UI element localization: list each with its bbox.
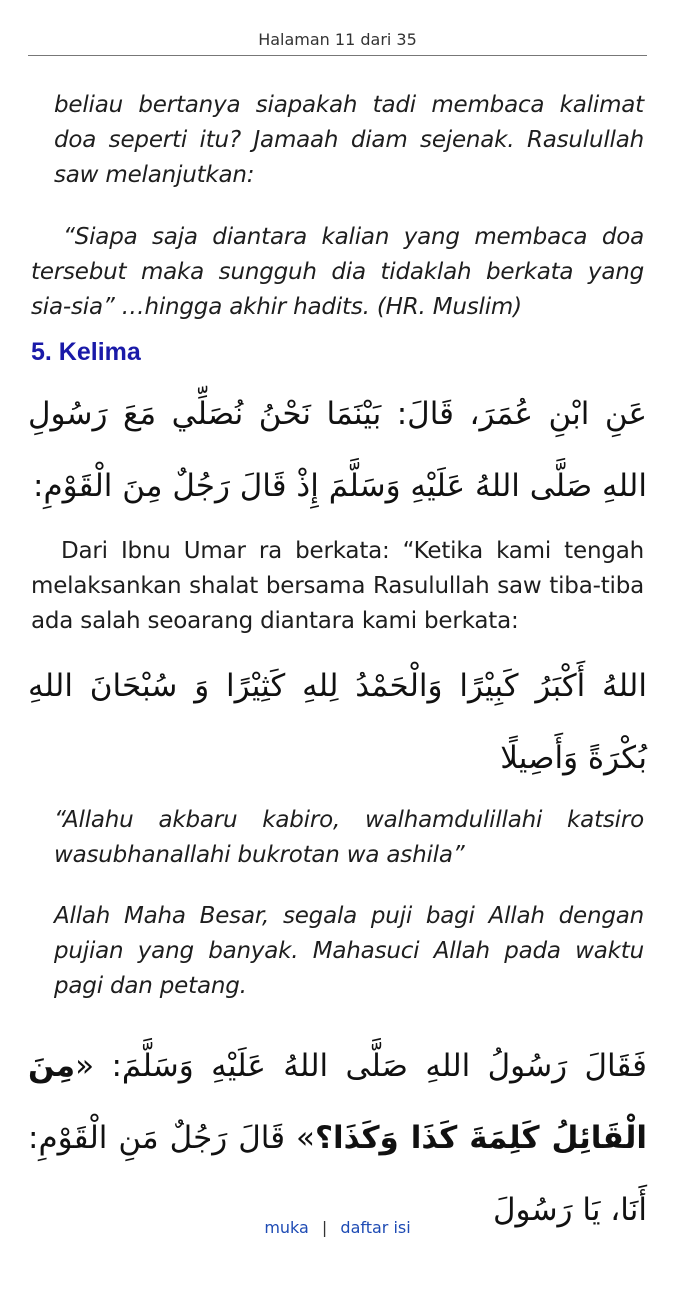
paragraph-hadith-quote: “Siapa saja diantara kalian yang membaca doa tersebut maka sungguh dia tidaklah berkata yang sia-sia” …hingga akhir hadits. (HR. Muslim) [31,224,644,320]
arabic-response-bold: مِنَ الْقَائِلُ كَلِمَةَ كَذَا وَكَذَا؟ [28,1048,647,1156]
section-heading: 5. Kelima [31,338,141,366]
home-link[interactable]: muka [264,1218,309,1237]
arabic-response-part2: » قَالَ رَجُلٌ مَنِ الْقَوْمِ: أَنَا، يَا رَسُولَ [28,1120,647,1228]
page-footer [0,1218,675,1237]
paragraph-translation: Dari Ibnu Umar ra berkata: “Ketika kami tengah melaksankan shalat bersama Rasulullah saw tiba-tiba ada salah seoarang diantara kami berkata: [31,538,644,634]
paragraph-meaning: Allah Maha Besar, segala puji bagi Allah dengan pujian yang banyak. Mahasuci Allah pada waktu pagi dan petang. [54,903,644,999]
arabic-response-part1: فَقَالَ رَسُولُ اللهِ صَلَّى اللهُ عَلَيْهِ وَسَلَّمَ: « [75,1048,647,1084]
arabic-text-dua: اللهُ أَكْبَرُ كَبِيْرًا وَالْحَمْدُ لِلهِ كَثِيْرًا وَ سُبْحَانَ اللهِ بُكْرَةً وَأَصِيلًا [28,668,647,776]
table-of-contents-link[interactable]: daftar isi [340,1218,411,1237]
page-number-label: Halaman 11 dari 35 [258,30,417,49]
footer-separator: | [321,1218,328,1237]
arabic-text-response [28,1030,647,1246]
paragraph-question: beliau bertanya siapakah tadi membaca kalimat doa seperti itu? Jamaah diam sejenak. Rasulullah saw melanjutkan: [54,92,644,188]
page-header [28,30,647,56]
arabic-text-narration: عَنِ ابْنِ عُمَرَ، قَالَ: بَيْنَمَا نَحْنُ نُصَلِّي مَعَ رَسُولِ اللهِ صَلَّى اللهُ عَلَيْهِ وَسَلَّمَ إِذْ قَالَ رَجُلٌ مِنَ الْقَوْمِ: [28,396,647,504]
paragraph-transliteration: “Allahu akbaru kabiro, walhamdulillahi katsiro wasubhanallahi bukrotan wa ashila” [54,807,644,868]
